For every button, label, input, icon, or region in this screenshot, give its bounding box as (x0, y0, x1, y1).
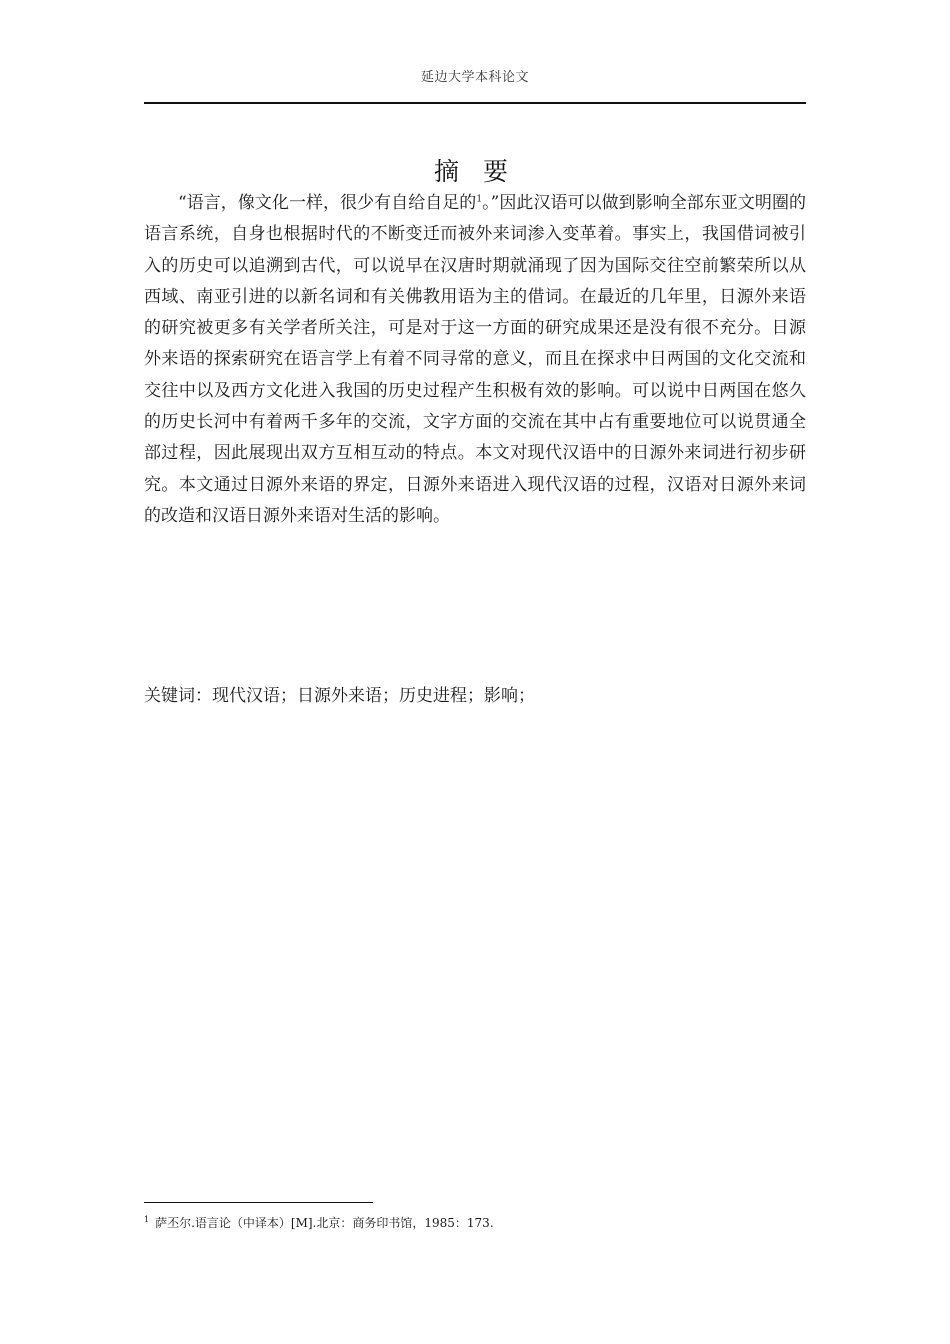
footnote-text: 萨丕尔.语言论（中译本）[M].北京：商务印书馆，1985：173. (155, 1216, 494, 1230)
running-header: 延边大学本科论文 (420, 70, 529, 85)
footnote-rule (144, 1202, 373, 1203)
header-rule (144, 102, 806, 104)
abstract-text-part1: “语言，像文化一样，很少有自给自足的 (178, 193, 477, 213)
footnote-number: 1 (144, 1215, 150, 1224)
keywords-line: 关键词：现代汉语；日源外来语；历史进程；影响； (144, 686, 535, 706)
footnote-reference: 1 (476, 194, 483, 205)
abstract-body (144, 188, 806, 532)
footnote (144, 1211, 806, 1232)
abstract-title: 摘 要 (434, 157, 516, 186)
abstract-text-part2: 。”因此汉语可以做到影响全部东亚文明圈的语言系统，自身也根据时代的不断变迁而被外来词渗入变革着。事实上，我国借词被引入的历史可以追溯到古代，可以说早在汉唐时期就涌现了因为国际交往空前繁荣所以从西域、南亚引进的以新名词和有关佛教用语为主的借词。在最近的几年里，日源外来语的研究被更多有关学者所关注，可是对于这一方面的研究成果还是没有很不充分。日源外来语的探索研究在语言学上有着不同寻常的意义，而且在探求中日两国的文化交流和交往中以及西方文化进入我国的历史过程产生积极有效的影响。可以说中日两国在悠久的历史长河中有着两千多年的交流，文字方面的交流在其中占有重要地位可以说贯通全部过程，因此展现出双方互相互动的特点。本文对现代汉语中的日源外来词进行初步研究。本文通过日源外来语的界定，日源外来语进入现代汉语的过程，汉语对日源外来词的改造和汉语日源外来语对生活的影响。 (144, 193, 806, 526)
